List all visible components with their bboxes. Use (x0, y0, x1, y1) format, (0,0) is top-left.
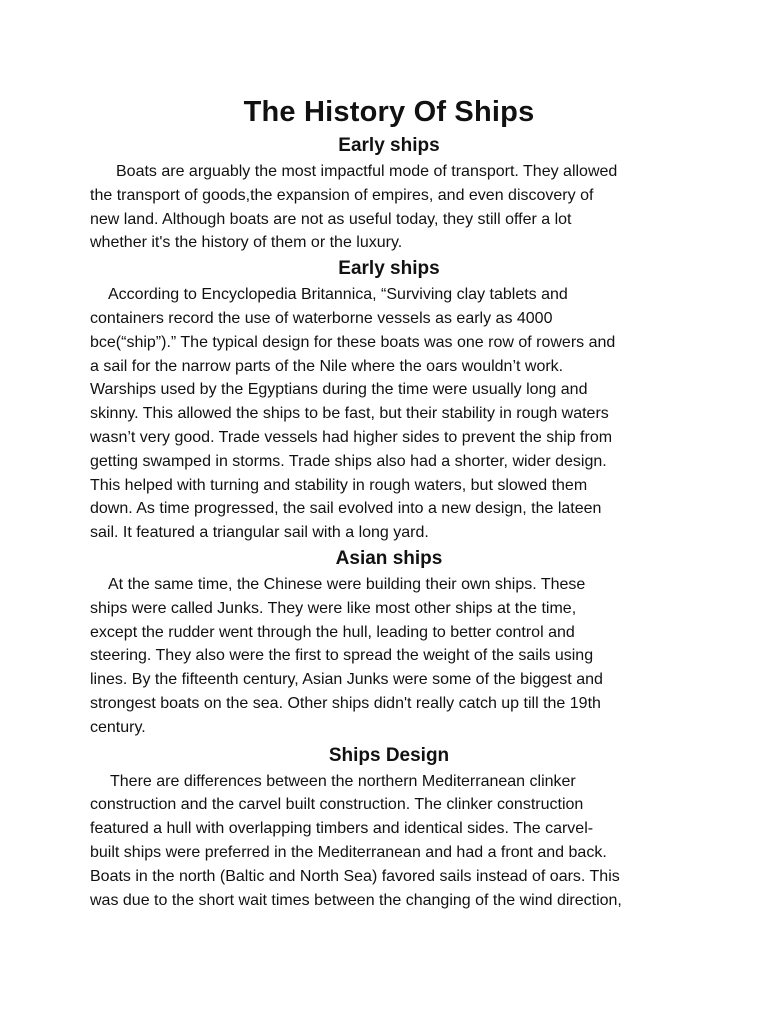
paragraph-line: Boats are arguably the most impactful mode of transport. They allowed (116, 163, 618, 180)
paragraph-line: construction and the carvel built construction. The clinker construction (90, 796, 584, 814)
paragraph-line: built ships were preferred in the Mediterranean and had a front and back. (90, 843, 607, 861)
section-ships-design (90, 742, 688, 913)
paragraph-line: century. (90, 718, 146, 736)
section-paragraph (90, 573, 688, 740)
paragraph-line: steering. They also were the first to spread the weight of the sails using (90, 647, 594, 665)
section-paragraph (90, 283, 688, 545)
paragraph-line: except the rudder went through the hull, leading to better control and (90, 623, 575, 641)
paragraph-line: ships were called Junks. They were like most other ships at the time, (90, 599, 577, 617)
paragraph-line: According to Encyclopedia Britannica, “Surviving clay tablets and (108, 286, 568, 304)
paragraph-line: Boats in the north (Baltic and North Sea) favored sails instead of oars. This (90, 867, 620, 885)
paragraph-line: strongest boats on the sea. Other ships didn't really catch up till the 19th (90, 694, 601, 712)
section-heading: Early ships (338, 258, 440, 280)
paragraph-line: Warships used by the Egyptians during the time were usually long and (90, 381, 588, 399)
document-title: The History Of Ships (243, 96, 535, 128)
paragraph-line: sail. It featured a triangular sail with a long yard. (90, 524, 429, 542)
paragraph-line: skinny. This allowed the ships to be fast, but their stability in rough waters (90, 405, 609, 423)
paragraph-line: lines. By the fifteenth century, Asian Junks were some of the biggest and (90, 671, 603, 689)
section-heading: Early ships (338, 135, 440, 156)
section-paragraph (90, 770, 688, 913)
section-intro (90, 132, 688, 255)
paragraph-line: bce(“ship”).” The typical design for these boats was one row of rowers and (90, 333, 616, 351)
section-heading: Asian ships (335, 547, 443, 569)
section-heading: Ships Design (328, 744, 450, 766)
paragraph-line: This helped with turning and stability in rough waters, but slowed them (90, 476, 588, 494)
paragraph-line: a sail for the narrow parts of the Nile where the oars wouldn’t work. (90, 357, 564, 375)
paragraph-line: down. As time progressed, the sail evolved into a new design, the lateen (90, 500, 602, 518)
paragraph-line: At the same time, the Chinese were building their own ships. These (108, 575, 586, 593)
paragraph-line: containers record the use of waterborne vessels as early as 4000 (90, 309, 553, 327)
paragraph-line: the transport of goods,the expansion of empires, and even discovery of (90, 186, 594, 204)
paragraph-line: wasn’t very good. Trade vessels had higher sides to prevent the ship from (90, 428, 613, 446)
paragraph-line: was due to the short wait times between the changing of the wind direction, (90, 891, 622, 909)
section-paragraph (90, 160, 688, 255)
section-asian-ships (90, 545, 688, 740)
paragraph-line: getting swamped in storms. Trade ships also had a shorter, wider design. (90, 452, 607, 470)
section-early-ships (90, 255, 688, 545)
paragraph-line: featured a hull with overlapping timbers and identical sides. The carvel- (90, 820, 594, 838)
document-body (90, 132, 688, 912)
paragraph-line: new land. Although boats are not as useful today, they still offer a lot (90, 210, 572, 228)
paragraph-line: There are differences between the northern Mediterranean clinker (110, 772, 576, 790)
paragraph-line: whether it's the history of them or the luxury. (90, 234, 403, 252)
